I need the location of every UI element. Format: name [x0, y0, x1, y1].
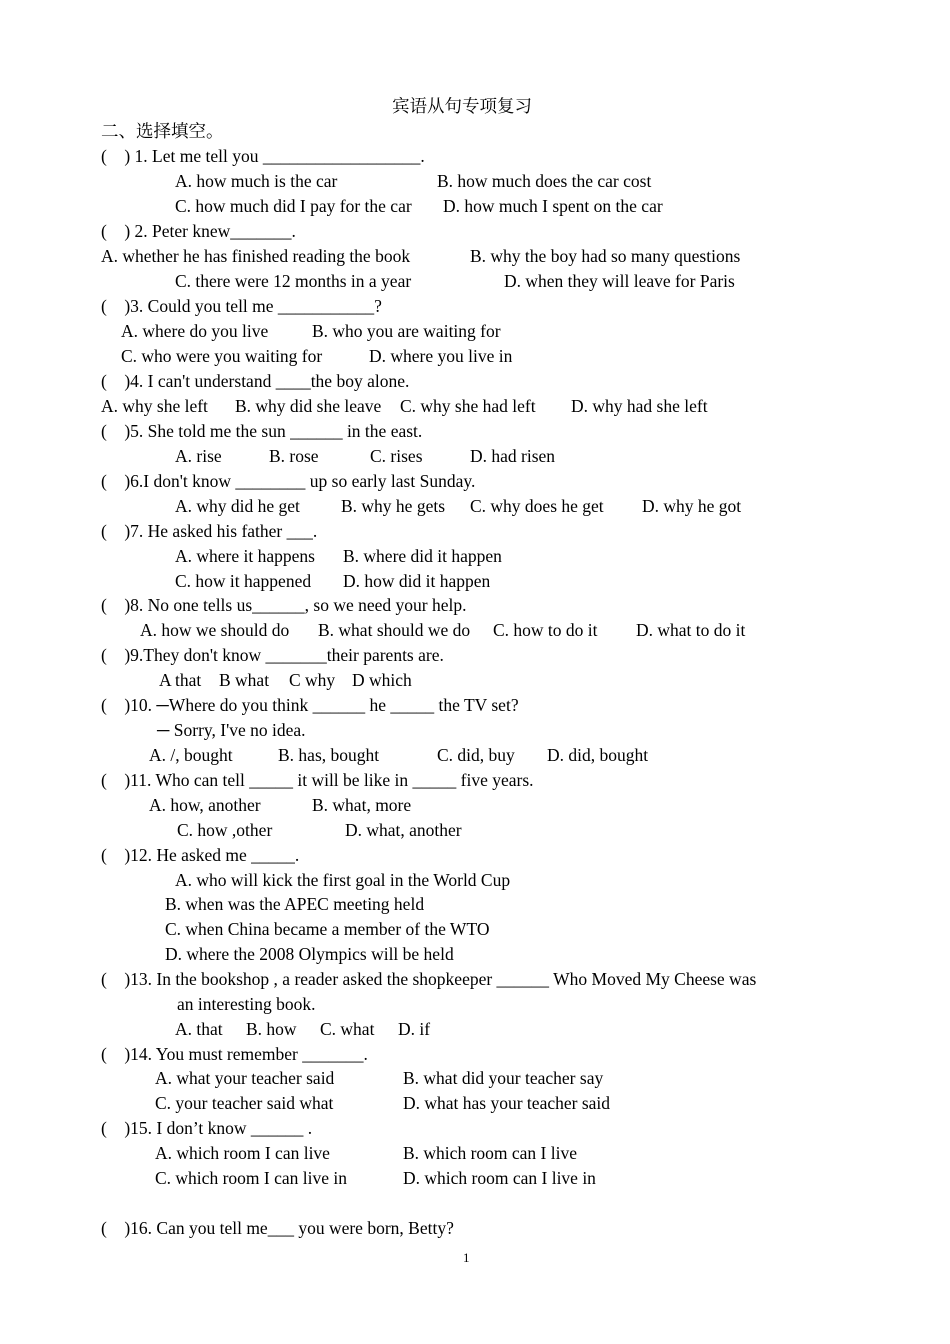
option-6b: B. why he gets [341, 496, 446, 516]
option-13a: A. that [175, 1019, 223, 1039]
option-10c: C. did, buy [437, 745, 515, 765]
option-15a: A. which room I can live [155, 1143, 330, 1163]
question-6: ( )6.I don't know ________ up so early last Sunday. [101, 471, 476, 491]
option-8d: D. what to do it [636, 620, 746, 640]
option-6c: C. why does he get [470, 496, 604, 516]
option-9c: C why [289, 670, 336, 690]
option-1b: B. how much does the car cost [437, 171, 652, 191]
option-5b: B. rose [269, 446, 319, 466]
option-3c: C. who were you waiting for [121, 346, 323, 366]
option-7d: D. how did it happen [343, 571, 491, 591]
option-14a: A. what your teacher said [155, 1068, 335, 1088]
option-8b: B. what should we do [318, 620, 471, 640]
question-1: ( ) 1. Let me tell you __________________. [101, 146, 425, 166]
question-12: ( )12. He asked me _____. [101, 845, 300, 865]
question-3: ( )3. Could you tell me ___________? [101, 296, 382, 316]
question-5: ( )5. She told me the sun ______ in the east. [101, 421, 423, 441]
option-11a: A. how, another [149, 795, 261, 815]
option-1a: A. how much is the car [175, 171, 338, 191]
option-9a: A that [159, 670, 202, 690]
option-12c: C. when China became a member of the WTO [165, 919, 490, 939]
option-9b: B what [219, 670, 270, 690]
option-14d: D. what has your teacher said [403, 1093, 611, 1113]
question-13-continued: an interesting book. [177, 994, 316, 1014]
question-2: ( ) 2. Peter knew_______. [101, 221, 296, 241]
option-4b: B. why did she leave [235, 396, 382, 416]
question-16: ( )16. Can you tell me___ you were born, Betty? [101, 1218, 454, 1238]
option-3d: D. where you live in [369, 346, 513, 366]
question-8: ( )8. No one tells us______, so we need your help. [101, 595, 467, 615]
option-7c: C. how it happened [175, 571, 312, 591]
option-11c: C. how ,other [177, 820, 273, 840]
option-3b: B. who you are waiting for [312, 321, 501, 341]
option-14c: C. your teacher said what [155, 1093, 334, 1113]
option-4a: A. why she left [101, 396, 208, 416]
option-12d: D. where the 2008 Olympics will be held [165, 944, 454, 964]
option-13b: B. how [246, 1019, 297, 1039]
question-13: ( )13. In the bookshop , a reader asked the shopkeeper ______ Who Moved My Cheese was [101, 969, 757, 989]
option-11b: B. what, more [312, 795, 412, 815]
question-9: ( )9.They don't know _______their parents are. [101, 645, 444, 665]
option-8c: C. how to do it [493, 620, 598, 640]
option-12a: A. who will kick the first goal in the World Cup [175, 870, 511, 890]
option-10a: A. /, bought [149, 745, 233, 765]
question-4: ( )4. I can't understand ____the boy alone. [101, 371, 410, 391]
question-10-reply: ─ Sorry, I've no idea. [157, 720, 306, 740]
question-11: ( )11. Who can tell _____ it will be like in _____ five years. [101, 770, 534, 790]
section-heading: 二、选择填空。 [101, 121, 224, 141]
option-2b: B. why the boy had so many questions [470, 246, 741, 266]
option-3a: A. where do you live [121, 321, 269, 341]
option-2c: C. there were 12 months in a year [175, 271, 412, 291]
question-10: ( )10. ─Where do you think ______ he _____ the TV set? [101, 695, 519, 715]
option-9d: D which [352, 670, 412, 690]
option-7b: B. where did it happen [343, 546, 502, 566]
option-13d: D. if [398, 1019, 431, 1039]
option-1c: C. how much did I pay for the car [175, 196, 412, 216]
option-8a: A. how we should do [140, 620, 290, 640]
option-15c: C. which room I can live in [155, 1168, 347, 1188]
option-2a: A. whether he has finished reading the book [101, 246, 411, 266]
option-10b: B. has, bought [278, 745, 380, 765]
option-15d: D. which room can I live in [403, 1168, 596, 1188]
question-7: ( )7. He asked his father ___. [101, 521, 318, 541]
option-11d: D. what, another [345, 820, 462, 840]
option-13c: C. what [320, 1019, 375, 1039]
page-number: 1 [463, 1250, 470, 1265]
option-12b: B. when was the APEC meeting held [165, 894, 425, 914]
option-4c: C. why she had left [400, 396, 536, 416]
option-5d: D. had risen [470, 446, 556, 466]
option-5a: A. rise [175, 446, 222, 466]
option-6a: A. why did he get [175, 496, 300, 516]
option-2d: D. when they will leave for Paris [504, 271, 735, 291]
option-4d: D. why had she left [571, 396, 708, 416]
option-1d: D. how much I spent on the car [443, 196, 663, 216]
option-14b: B. what did your teacher say [403, 1068, 604, 1088]
question-14: ( )14. You must remember _______. [101, 1044, 368, 1064]
option-5c: C. rises [370, 446, 423, 466]
option-6d: D. why he got [642, 496, 742, 516]
page-title: 宾语从句专项复习 [392, 96, 532, 116]
question-15: ( )15. I don’t know ______ . [101, 1118, 313, 1138]
option-10d: D. did, bought [547, 745, 649, 765]
option-15b: B. which room can I live [403, 1143, 577, 1163]
option-7a: A. where it happens [175, 546, 315, 566]
